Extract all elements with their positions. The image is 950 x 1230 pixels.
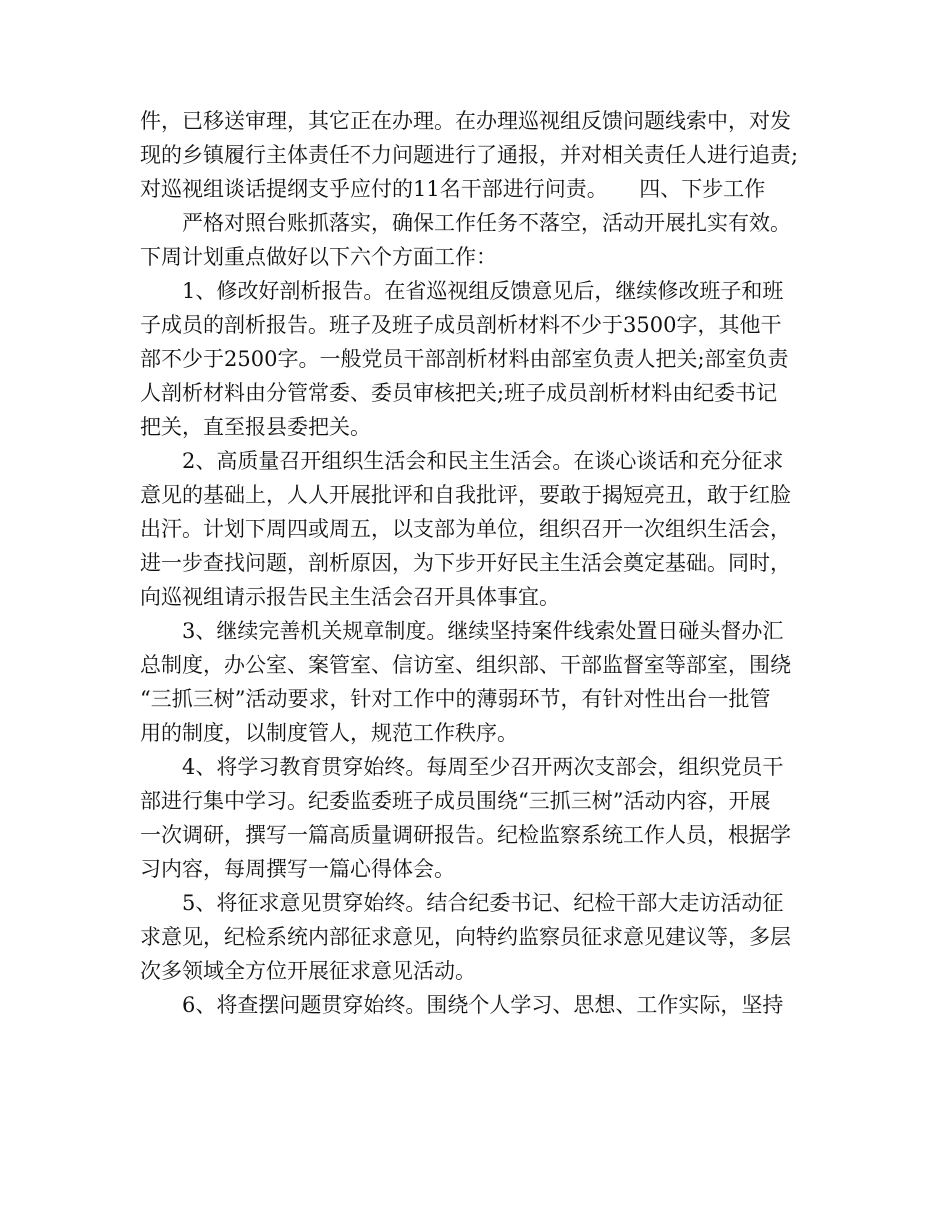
paragraph-start-line: 1、修改好剖析报告。在省巡视组反馈意见后，继续修改班子和班	[182, 279, 784, 303]
text-line: 次多领域全方位开展征求意见活动。	[140, 959, 476, 983]
text-line: 意见的基础上，人人开展批评和自我批评，要敢于揭短亮丑，敢于红脸	[140, 483, 791, 507]
text-line: 一次调研，撰写一篇高质量调研报告。纪检监察系统工作人员，根据学	[140, 823, 791, 847]
text-line: 把关，直至报县委把关。	[140, 415, 371, 439]
text-line: 用的制度，以制度管人，规范工作秩序。	[140, 721, 518, 745]
text-line: 向巡视组请示报告民主生活会召开具体事宜。	[140, 585, 560, 609]
paragraph-start-line: 6、将查摆问题贯穿始终。围绕个人学习、思想、工作实际，坚持	[182, 993, 784, 1017]
paragraph-start-line: 5、将征求意见贯穿始终。结合纪委书记、纪检干部大走访活动征	[182, 891, 784, 915]
text-line: 件，已移送审理，其它正在办理。在办理巡视组反馈问题线索中，对发	[140, 109, 791, 133]
text-line: 求意见，纪检系统内部征求意见，向特约监察员征求意见建议等，多层	[140, 925, 791, 949]
text-line: 部不少于2500字。一般党员干部剖析材料由部室负责人把关;部室负责	[140, 347, 789, 371]
text-line: “三抓三树”活动要求，针对工作中的薄弱环节，有针对性出台一批管	[140, 687, 771, 711]
text-line: 进一步查找问题，剖析原因，为下步开好民主生活会奠定基础。同时，	[140, 551, 791, 575]
text-line: 现的乡镇履行主体责任不力问题进行了通报，并对相关责任人进行追责;	[140, 143, 799, 167]
text-line: 下周计划重点做好以下六个方面工作：	[140, 245, 497, 269]
paragraph-start-line: 严格对照台账抓落实，确保工作任务不落空，活动开展扎实有效。	[182, 211, 791, 235]
text-line: 人剖析材料由分管常委、委员审核把关;班子成员剖析材料由纪委书记	[140, 381, 778, 405]
text-line: 习内容，每周撰写一篇心得体会。	[140, 857, 455, 881]
text-line: 子成员的剖析报告。班子及班子成员剖析材料不少于3500字，其他干	[140, 313, 782, 337]
text-line: 对巡视组谈话提纲支乎应付的11名干部进行问责。 四、下步工作	[140, 177, 766, 201]
text-line: 部进行集中学习。纪委监委班子成员围绕“三抓三树”活动内容，开展	[140, 789, 771, 813]
paragraph-start-line: 2、高质量召开组织生活会和民主生活会。在谈心谈话和充分征求	[182, 449, 784, 473]
document-body	[140, 104, 820, 1022]
text-line: 出汗。计划下周四或周五，以支部为单位，组织召开一次组织生活会，	[140, 517, 791, 541]
text-line: 总制度，办公室、案管室、信访室、组织部、干部监督室等部室，围绕	[140, 653, 791, 677]
paragraph-start-line: 3、继续完善机关规章制度。继续坚持案件线索处置日碰头督办汇	[182, 619, 784, 643]
paragraph-start-line: 4、将学习教育贯穿始终。每周至少召开两次支部会，组织党员干	[182, 755, 784, 779]
